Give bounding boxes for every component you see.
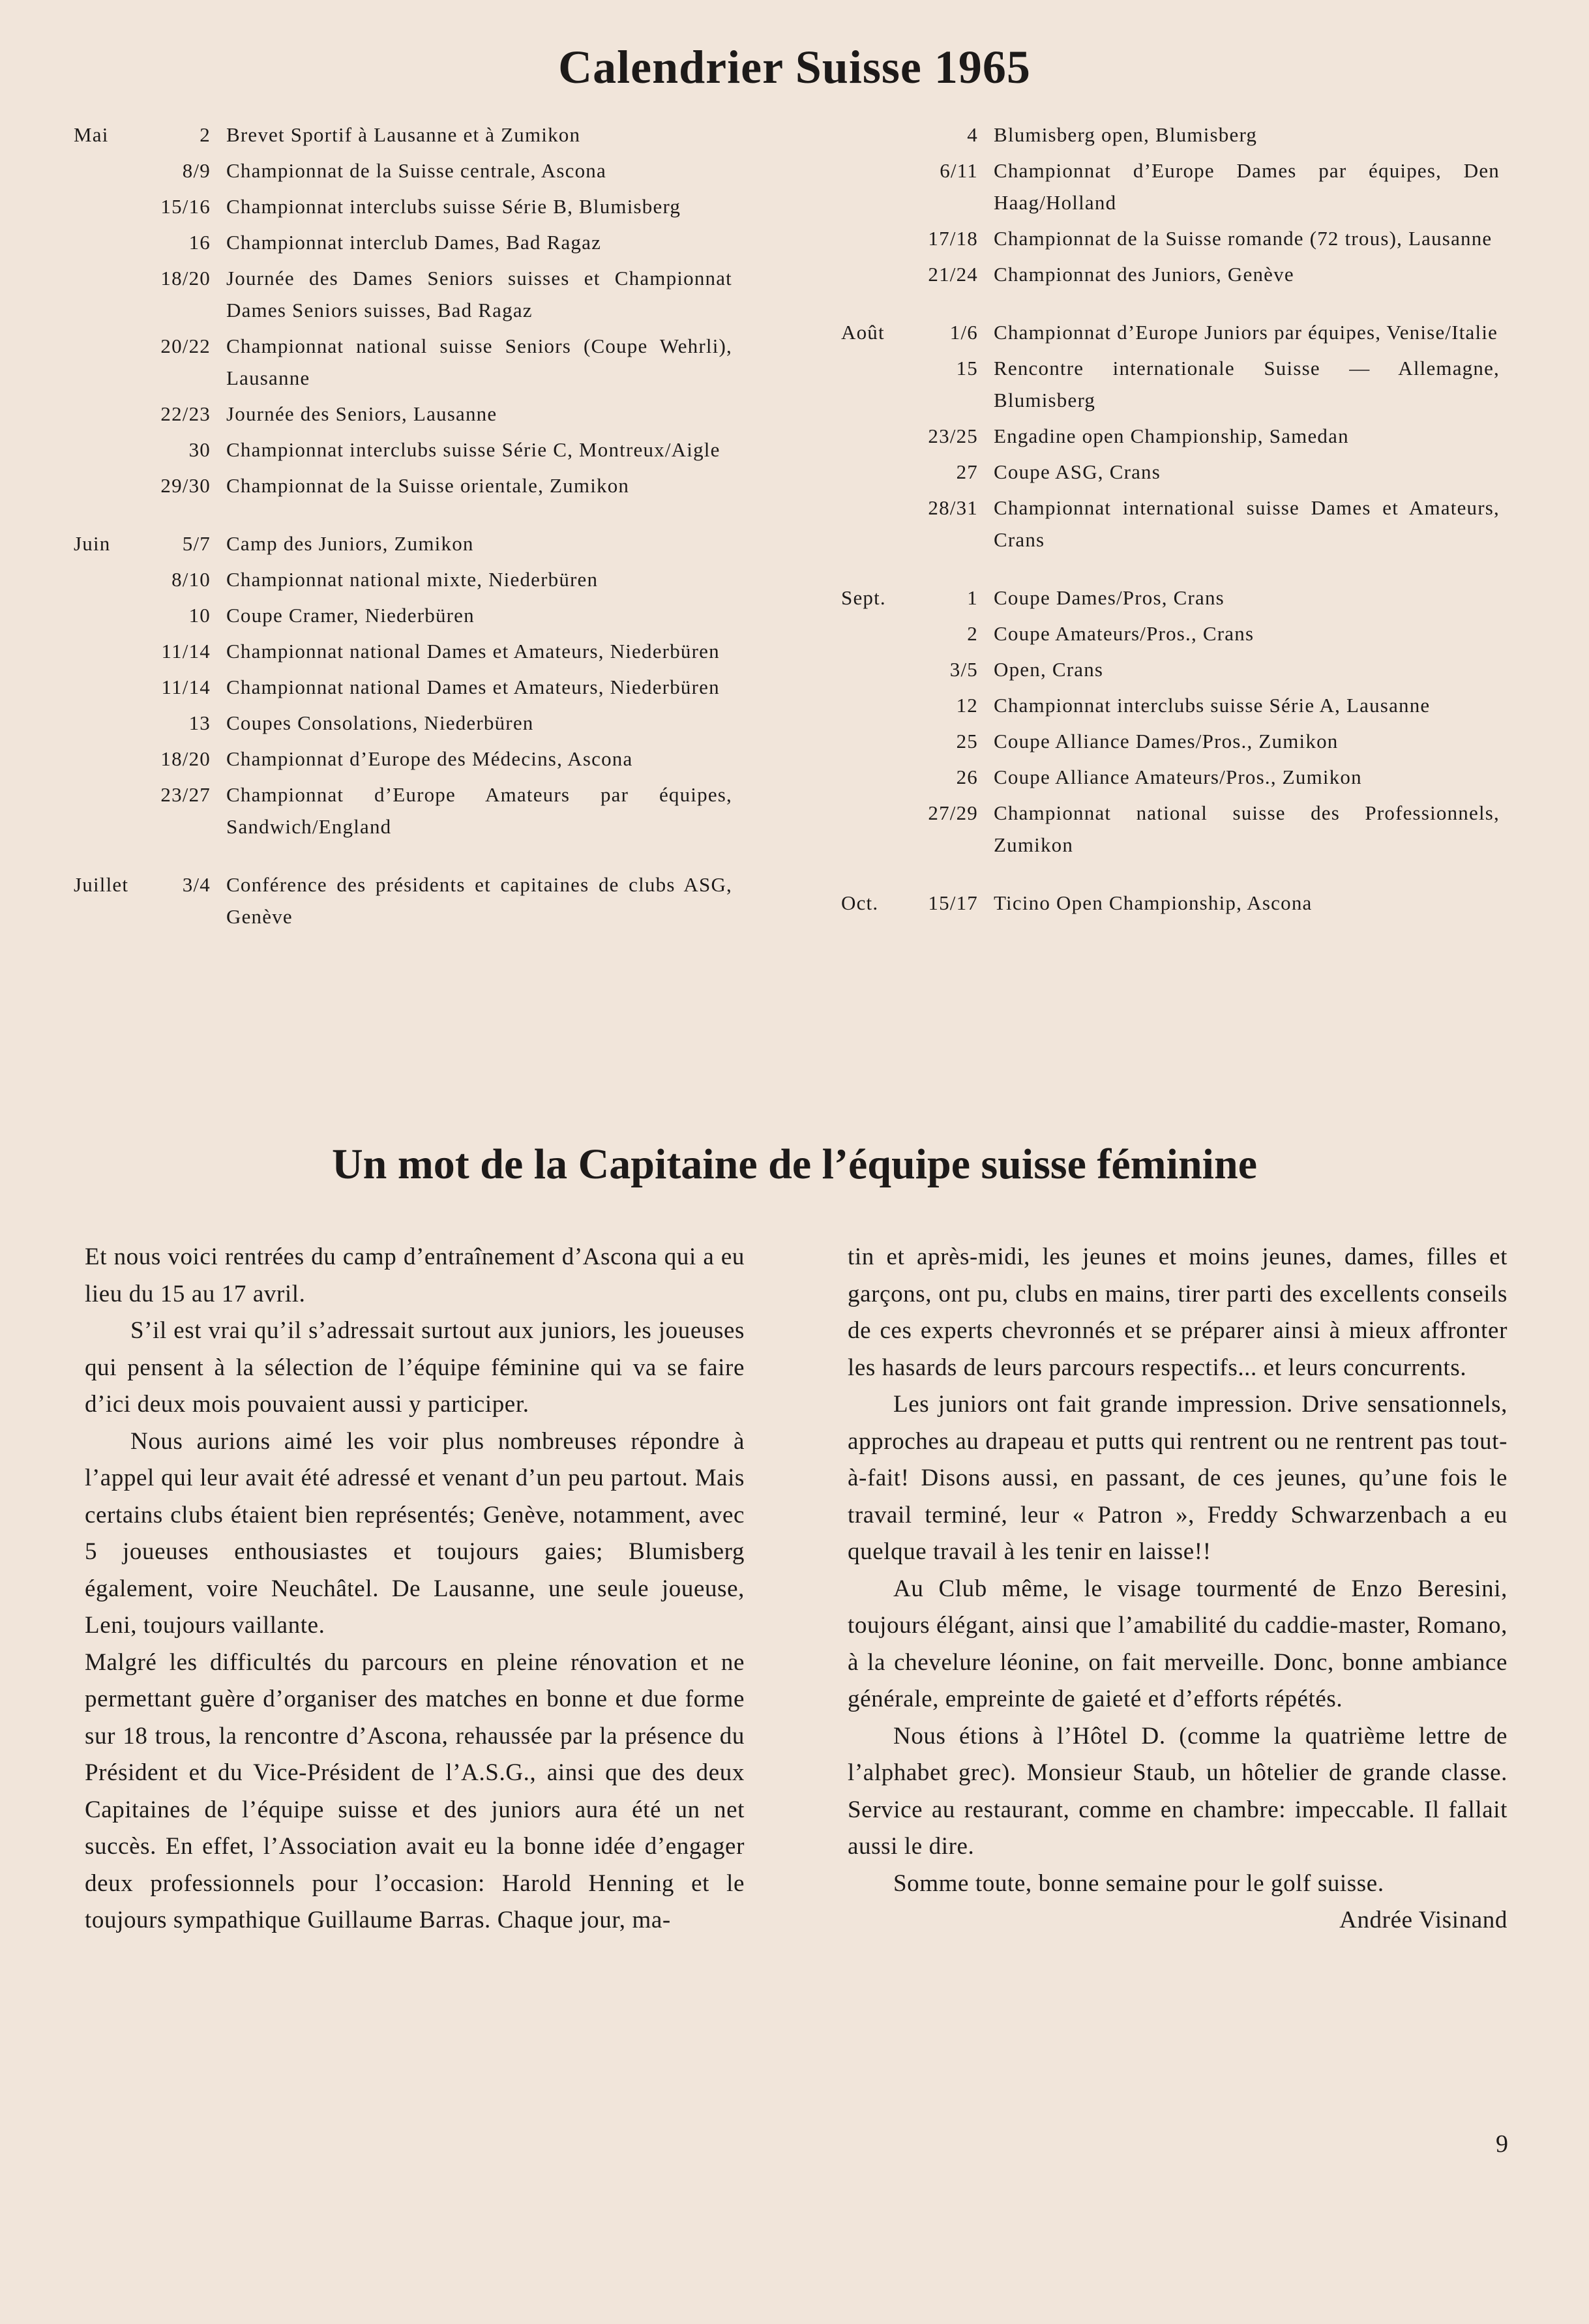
calendar-entry xyxy=(841,689,1500,721)
article-signature: Andrée Visinand xyxy=(1339,1907,1507,1933)
entry-day: 13 xyxy=(188,711,211,734)
entry-text: Coupe ASG, Crans xyxy=(994,460,1161,483)
entry-text: Championnat d’Europe Juniors par équipes, Venise/Italie xyxy=(994,321,1498,344)
article-paragraph: S’il est vrai qu’il s’adressait surtout aux juniors, les joueuses qui pensent à la sélection de l’équipe féminine qui va se faire d’ici deux mois pouvaient aussi y participer. xyxy=(85,1317,745,1418)
article-paragraph: Malgré les difficultés du parcours en pleine rénovation et ne permettant guère d’organiser des matches en bonne et due forme sur 18 trous, la rencontre d’Ascona, rehaussée par la présence du Président et du Vice-Président de l’A.S.G., ainsi que des deux Capitaines de l’équipe suisse et des juniors aura été un net succès. En effet, l’Association avait eu la bonne idée d’engager deux professionnels pour l’occasion: Harold Henning et le toujours sympathique Guillaume Barras. Chaque jour, ma- xyxy=(85,1648,745,1933)
entry-day: 26 xyxy=(956,766,978,788)
calendar-entry xyxy=(74,226,732,258)
entry-day: 21/24 xyxy=(928,263,978,286)
calendar-entry xyxy=(74,671,732,703)
entry-text: Coupe Dames/Pros, Crans xyxy=(994,586,1225,609)
article-paragraph: Au Club même, le visage tourmenté de Enzo Beresini, toujours élégant, ainsi que l’amabilité du caddie-master, Romano, à la chevelure léonine, on fait merveille. Donc, bonne ambiance générale, empreinte de gaieté et d’efforts répétés. xyxy=(848,1575,1507,1712)
entry-text: Championnat interclubs suisse Série B, Blumisberg xyxy=(226,195,681,218)
entry-day: 12 xyxy=(956,694,978,717)
calendar-entry xyxy=(841,725,1500,757)
entry-text: Championnat national suisse Seniors (Coupe Wehrli), Lausanne xyxy=(226,335,732,389)
entry-text: Blumisberg open, Blumisberg xyxy=(994,123,1258,146)
entry-day: 1/6 xyxy=(949,321,978,344)
entry-text: Championnat national suisse des Professionnels, Zumikon xyxy=(994,801,1500,856)
calendar-entry xyxy=(841,797,1500,861)
article-paragraph: Nous étions à l’Hôtel D. (comme la quatrième lettre de l’alphabet grec). Monsieur Staub, un hôtelier de grande classe. Service au restaurant, comme en chambre: impeccable. Il fallait aussi le dire. xyxy=(848,1722,1507,1860)
calendar-entry xyxy=(74,599,732,631)
entry-day: 8/9 xyxy=(182,159,211,182)
calendar-entry xyxy=(74,190,732,222)
calendar-entry xyxy=(74,398,732,430)
calendar-entry xyxy=(74,434,732,466)
calendar-entry xyxy=(841,618,1500,649)
calendar-entry xyxy=(841,352,1500,416)
entry-text: Championnat interclub Dames, Bad Ragaz xyxy=(226,231,602,254)
article-title: Un mot de la Capitaine de l’équipe suisse féminine xyxy=(331,1140,1258,1188)
entry-text: Championnat interclubs suisse Série C, Montreux/Aigle xyxy=(226,438,720,461)
calendar-entry xyxy=(74,528,732,559)
entry-text: Championnat d’Europe des Médecins, Ascona xyxy=(226,747,633,770)
entry-text: Championnat d’Europe Amateurs par équipes, Sandwich/England xyxy=(226,783,732,838)
page-number: 9 xyxy=(1496,2130,1508,2158)
entry-day: 17/18 xyxy=(928,227,978,250)
calendar-right-column xyxy=(841,119,1500,919)
entry-day: 2 xyxy=(200,123,211,146)
article-paragraph: tin et après-midi, les jeunes et moins jeunes, dames, filles et garçons, ont pu, clubs en mains, tirer parti des excellents conseils de ces experts chevronnés et se préparer ainsi à mieux affronter les hasards de leurs parcours respectifs... et leurs concurrents. xyxy=(848,1244,1507,1381)
entry-month: Juillet xyxy=(74,873,129,896)
entry-day: 10 xyxy=(188,604,211,627)
entry-text: Championnat national Dames et Amateurs, Niederbüren xyxy=(226,676,720,698)
entry-day: 15/17 xyxy=(928,891,978,914)
calendar-entry xyxy=(74,869,732,932)
entry-month: Juin xyxy=(74,532,111,555)
entry-text: Coupe Alliance Dames/Pros., Zumikon xyxy=(994,730,1339,752)
calendar-entry xyxy=(841,582,1500,614)
entry-text: Championnat de la Suisse orientale, Zumikon xyxy=(226,474,630,497)
entry-day: 23/25 xyxy=(928,425,978,447)
entry-day: 11/14 xyxy=(161,640,211,663)
entry-text: Journée des Seniors, Lausanne xyxy=(226,402,497,425)
entry-day: 27 xyxy=(956,460,978,483)
entry-text: Coupe Amateurs/Pros., Crans xyxy=(994,622,1255,645)
entry-text: Brevet Sportif à Lausanne et à Zumikon xyxy=(226,123,581,146)
entry-month: Oct. xyxy=(841,891,879,914)
calendar-title: Calendrier Suisse 1965 xyxy=(558,41,1031,93)
entry-day: 25 xyxy=(956,730,978,752)
entry-month: Août xyxy=(841,321,885,344)
entry-day: 2 xyxy=(967,622,978,645)
entry-text: Journée des Dames Seniors suisses et Championnat Dames Seniors suisses, Bad Ragaz xyxy=(226,267,732,321)
calendar-entry xyxy=(841,653,1500,685)
entry-day: 16 xyxy=(188,231,211,254)
calendar-entry xyxy=(841,456,1500,488)
calendar-entry xyxy=(841,492,1500,556)
entry-text: Championnat national mixte, Niederbüren xyxy=(226,568,599,591)
entry-text: Championnat interclubs suisse Série A, Lausanne xyxy=(994,694,1431,717)
calendar-entry xyxy=(74,635,732,667)
calendar-entry xyxy=(841,420,1500,452)
calendar-entry xyxy=(841,258,1500,290)
entry-day: 11/14 xyxy=(161,676,211,698)
calendar-left-column xyxy=(74,119,732,932)
entry-day: 30 xyxy=(188,438,211,461)
entry-text: Championnat des Juniors, Genève xyxy=(994,263,1294,286)
calendar-entry xyxy=(74,262,732,326)
entry-month: Mai xyxy=(74,123,109,146)
entry-day: 8/10 xyxy=(171,568,211,591)
entry-day: 5/7 xyxy=(182,532,211,555)
calendar-entry xyxy=(841,761,1500,793)
entry-day: 20/22 xyxy=(160,335,211,357)
calendar-entry xyxy=(841,155,1500,218)
entry-day: 6/11 xyxy=(940,159,978,182)
entry-day: 15 xyxy=(956,357,978,380)
entry-text: Engadine open Championship, Samedan xyxy=(994,425,1349,447)
entry-text: Championnat de la Suisse romande (72 trous), Lausanne xyxy=(994,227,1492,250)
entry-day: 27/29 xyxy=(928,801,978,824)
entry-day: 22/23 xyxy=(160,402,211,425)
entry-month: Sept. xyxy=(841,586,886,609)
calendar-entry xyxy=(841,316,1500,348)
entry-day: 15/16 xyxy=(160,195,211,218)
entry-day: 3/5 xyxy=(949,658,978,681)
entry-text: Championnat de la Suisse centrale, Ascona xyxy=(226,159,606,182)
entry-day: 29/30 xyxy=(160,474,211,497)
entry-text: Coupes Consolations, Niederbüren xyxy=(226,711,534,734)
entry-text: Rencontre internationale Suisse — Allemagne, Blumisberg xyxy=(994,357,1500,411)
calendar-entry xyxy=(74,155,732,186)
entry-text: Camp des Juniors, Zumikon xyxy=(226,532,474,555)
article-paragraph: Les juniors ont fait grande impression. Drive sensationnels, approches au drapeau et putts qui rentrent ou ne rentrent pas tout-à-fait! Disons aussi, en passant, de ces jeunes, qu’une fois le travail terminé, leur « Patron », Freddy Schwarzenbach a eu quelque travail à les tenir en laisse!! xyxy=(848,1391,1507,1565)
article-paragraph: Et nous voici rentrées du camp d’entraînement d’Ascona qui a eu lieu du 15 au 17 avril. xyxy=(85,1244,745,1307)
entry-text: Ticino Open Championship, Ascona xyxy=(994,891,1313,914)
calendar-entry xyxy=(74,779,732,842)
calendar-entry xyxy=(841,119,1500,151)
article-paragraph: Nous aurions aimé les voir plus nombreuses répondre à l’appel qui leur avait été adressé et venant d’un peu partout. Mais certains clubs étaient bien représentés; Genève, notamment, avec 5 joueuses enthousiastes et toujours gaies; Blumisberg également, voire Neuchâtel. De Lausanne, une seule joueuse, Leni, toujours vaillante. xyxy=(85,1427,745,1639)
calendar-entry xyxy=(74,563,732,595)
calendar-entry xyxy=(74,707,732,739)
entry-text: Open, Crans xyxy=(994,658,1104,681)
calendar-entry xyxy=(74,743,732,775)
entry-day: 4 xyxy=(967,123,978,146)
article-right-column xyxy=(848,1239,1507,1939)
entry-day: 18/20 xyxy=(160,267,211,290)
entry-text: Championnat international suisse Dames et Amateurs, Crans xyxy=(994,496,1500,551)
entry-day: 23/27 xyxy=(160,783,211,806)
entry-day: 3/4 xyxy=(182,873,211,896)
article-left-column xyxy=(85,1239,745,1939)
calendar-entry xyxy=(74,469,732,501)
article-paragraph: Somme toute, bonne semaine pour le golf suisse. xyxy=(893,1870,1384,1897)
entry-text: Championnat national Dames et Amateurs, Niederbüren xyxy=(226,640,720,663)
calendar-entry xyxy=(74,119,732,151)
calendar-entry xyxy=(74,330,732,394)
entry-day: 1 xyxy=(967,586,978,609)
entry-text: Coupe Alliance Amateurs/Pros., Zumikon xyxy=(994,766,1362,788)
entry-text: Conférence des présidents et capitaines de clubs ASG, Genève xyxy=(226,873,732,928)
calendar-entry xyxy=(841,887,1500,919)
entry-day: 28/31 xyxy=(928,496,978,519)
entry-text: Championnat d’Europe Dames par équipes, Den Haag/Holland xyxy=(994,159,1500,214)
calendar-entry xyxy=(841,222,1500,254)
entry-day: 18/20 xyxy=(160,747,211,770)
entry-text: Coupe Cramer, Niederbüren xyxy=(226,604,475,627)
